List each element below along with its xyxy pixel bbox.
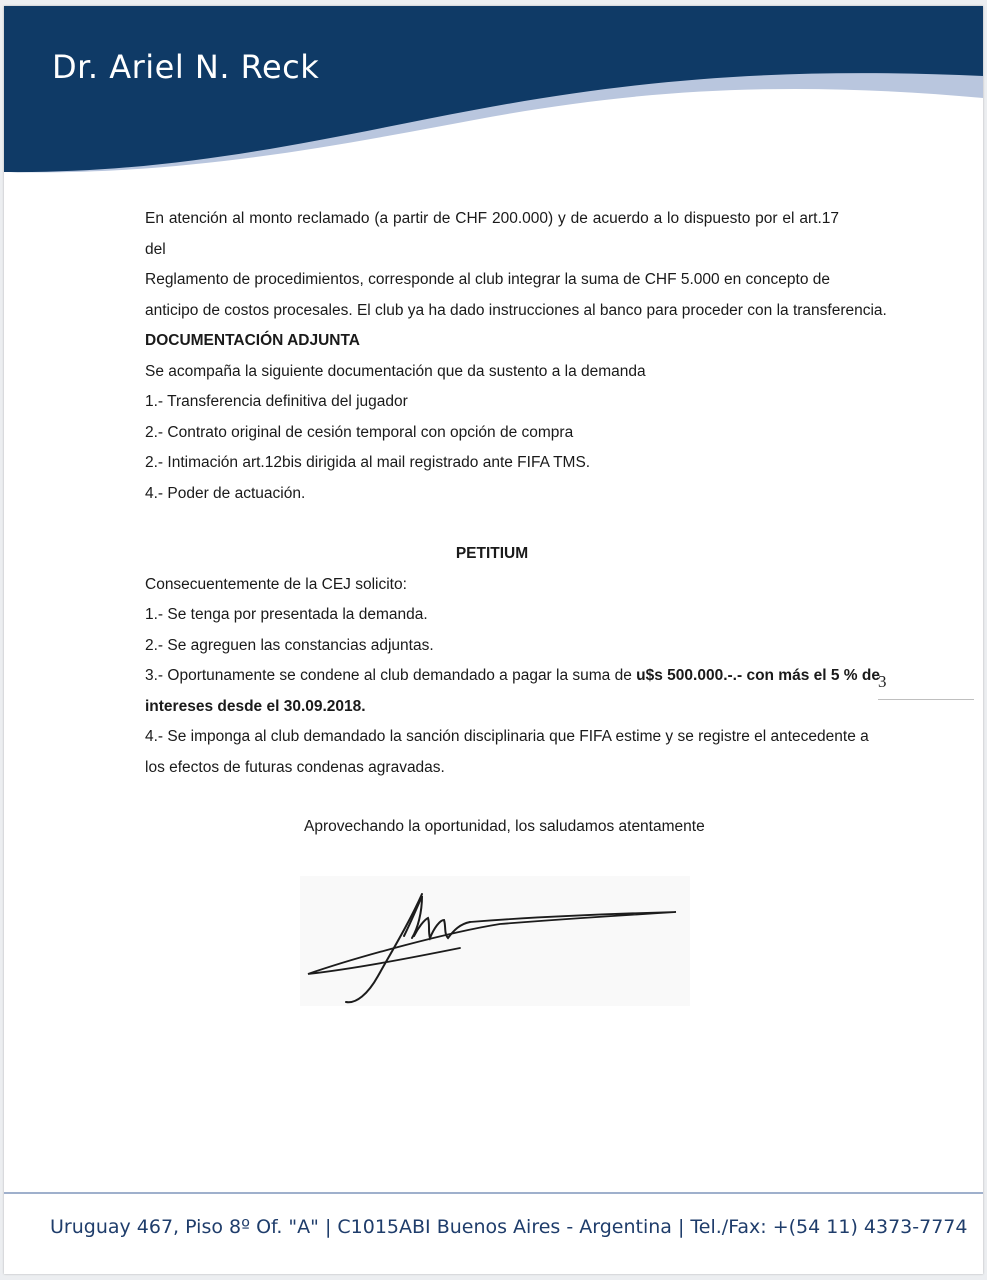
petitium-heading: PETITIUM <box>455 545 529 562</box>
page-number: 3 <box>878 672 887 691</box>
intro-line: Reglamento de procedimientos, corresponde al club integrar la suma de CHF 5.000 en concepto de <box>145 271 830 288</box>
letterhead-banner <box>4 6 983 206</box>
petitium-item-3 <box>145 661 880 692</box>
petitium-item-3-interest: intereses desde el 30.09.2018. <box>145 697 366 715</box>
documentacion-heading: DOCUMENTACIÓN ADJUNTA <box>145 332 360 349</box>
footer-rule <box>4 1192 983 1194</box>
intro-line: En atención al monto reclamado (a partir de CHF 200.000) y de acuerdo a lo dispuesto por el art.17 del <box>145 210 839 258</box>
documentacion-item: 4.- Poder de actuación. <box>145 484 306 502</box>
documentacion-item: 2.- Contrato original de cesión temporal con opción de compra <box>145 423 574 441</box>
documentacion-section <box>145 326 839 509</box>
documentacion-item: 1.- Transferencia definitiva del jugador <box>145 393 408 410</box>
petitium-item: 4.- Se imponga al club demandado la sanción disciplinaria que FIFA estime y se registre el antecedente a <box>145 728 869 745</box>
petitium-item-3-continued <box>145 692 839 723</box>
page-number-rule <box>878 699 974 700</box>
handwritten-signature <box>300 876 690 1006</box>
documentacion-lead: Se acompaña la siguiente documentación que da sustento a la demanda <box>145 362 646 380</box>
letterhead-name: Dr. Ariel N. Reck <box>52 48 320 86</box>
petitium-item: 1.- Se tenga por presentada la demanda. <box>145 606 428 623</box>
petitium-item: los efectos de futuras condenas agravadas. <box>145 758 445 776</box>
intro-line: anticipo de costos procesales. El club ya ha dado instrucciones al banco para proceder con la transferencia. <box>145 301 887 319</box>
petitium-item-3-amount: u$s 500.000.-.- con más el 5 % de <box>636 667 880 684</box>
intro-paragraph <box>145 204 887 326</box>
petitium-item-3-text: 3.- Oportunamente se condene al club demandado a pagar la suma de <box>145 667 637 684</box>
document-page <box>4 6 983 1274</box>
footer-address: Uruguay 467, Piso 8º Of. "A" | C1015ABI Buenos Aires - Argentina | Tel./Fax: +(54 11) 4373-7774 <box>50 1216 968 1238</box>
documentacion-item: 2.- Intimación art.12bis dirigida al mail registrado ante FIFA TMS. <box>145 454 591 471</box>
closing-line: Aprovechando la oportunidad, los saludamos atentamente <box>304 818 705 835</box>
petitium-section <box>145 539 880 783</box>
petitium-lead: Consecuentemente de la CEJ solicito: <box>145 575 407 593</box>
petitium-item: 2.- Se agreguen las constancias adjuntas. <box>145 636 434 654</box>
